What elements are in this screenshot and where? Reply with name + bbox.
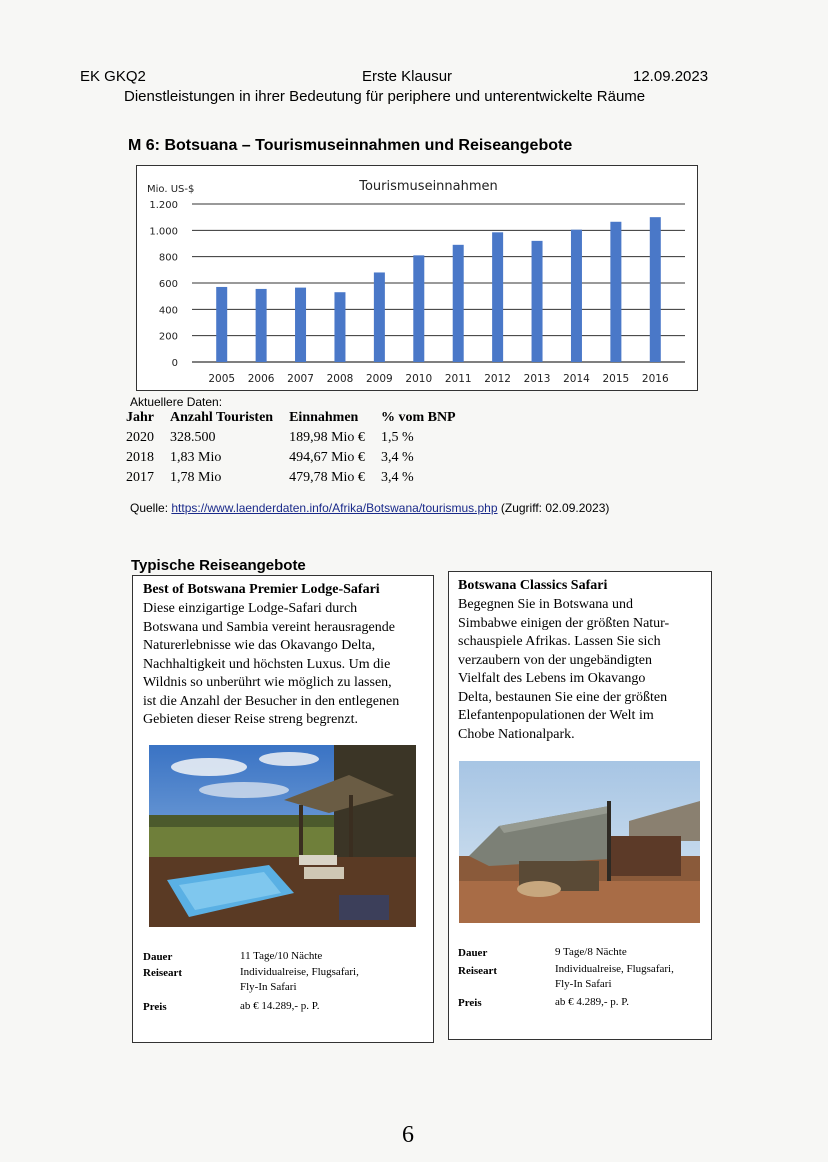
description-line: Diese einzigartige Lodge-Safari durch bbox=[143, 601, 358, 616]
x-tick-label: 2013 bbox=[523, 373, 551, 385]
x-tick-label: 2008 bbox=[326, 373, 354, 385]
duration-label: Dauer bbox=[458, 947, 488, 959]
travel-type-line: Fly-In Safari bbox=[555, 978, 612, 990]
x-tick-label: 2016 bbox=[641, 373, 669, 385]
cell-tourists: 328.500 bbox=[170, 430, 216, 445]
exam-topic: Dienstleistungen in ihrer Bedeutung für periphere und unterentwickelte Räume bbox=[124, 88, 646, 105]
price-label: Preis bbox=[143, 1001, 167, 1013]
cell-gdp-share: 1,5 % bbox=[380, 430, 414, 445]
page-number: 6 bbox=[402, 1122, 414, 1148]
material-title: M 6: Botsuana – Tourismuseinnahmen und Reiseangebote bbox=[128, 137, 573, 154]
tourism-data-table bbox=[118, 408, 464, 488]
x-tick-label: 2009 bbox=[366, 373, 393, 385]
bar bbox=[571, 230, 582, 362]
description-line: ist die Anzahl der Besucher in den entlegenen bbox=[143, 693, 400, 709]
y-axis-unit-label: Mio. US-$ bbox=[147, 184, 195, 195]
header-touristen: Anzahl Touristen bbox=[170, 410, 274, 425]
tourism-revenue-chart bbox=[136, 165, 698, 391]
description-line: verzaubern von der ungebändigten bbox=[458, 652, 652, 668]
cell-revenue: 494,67 Mio € bbox=[289, 450, 365, 465]
duration-value: 9 Tage/8 Nächte bbox=[555, 946, 627, 958]
y-tick-label: 600 bbox=[158, 279, 178, 290]
x-tick-label: 2006 bbox=[247, 373, 275, 385]
table-header-row bbox=[118, 408, 464, 428]
cell-year: 2018 bbox=[126, 450, 154, 465]
chart-title: Tourismuseinnahmen bbox=[359, 179, 498, 194]
travel-type-label: Reiseart bbox=[458, 965, 498, 977]
cell-tourists: 1,78 Mio bbox=[170, 470, 222, 485]
description-line: schauspiele Afrikas. Lassen Sie sich bbox=[458, 634, 661, 649]
bar bbox=[374, 272, 385, 362]
y-tick-label: 1.200 bbox=[149, 200, 178, 211]
price-value: ab € 4.289,- p. P. bbox=[555, 996, 629, 1008]
description-line: Simbabwe einigen der größten Natur- bbox=[458, 615, 670, 631]
y-tick-label: 200 bbox=[158, 331, 178, 343]
description-line: Chobe Nationalpark. bbox=[458, 726, 575, 742]
x-tick-label: 2010 bbox=[405, 373, 433, 385]
cell-revenue: 189,98 Mio € bbox=[289, 430, 365, 445]
description-line: Elefantenpopulationen der Welt im bbox=[458, 708, 654, 723]
travel-type-line: Fly-In Safari bbox=[240, 981, 297, 993]
header-einnahmen: Einnahmen bbox=[289, 410, 359, 425]
x-tick-label: 2012 bbox=[484, 373, 511, 385]
offer-title: Best of Botswana Premier Lodge-Safari bbox=[143, 582, 380, 597]
table-row bbox=[118, 448, 464, 468]
bar bbox=[295, 288, 306, 362]
offer-description bbox=[143, 600, 399, 730]
bar bbox=[492, 232, 503, 362]
description-line: Delta, bestaunen Sie eine der größten bbox=[458, 689, 668, 705]
offer-description bbox=[458, 596, 669, 744]
x-tick-label: 2015 bbox=[602, 373, 630, 385]
y-tick-label: 400 bbox=[158, 305, 178, 317]
description-line: Vielfalt des Lebens im Okavango bbox=[458, 671, 646, 686]
exam-date: 12.09.2023 bbox=[633, 68, 709, 85]
header-bnp: % vom BNP bbox=[380, 410, 456, 425]
exam-title: Erste Klausur bbox=[362, 68, 453, 85]
price-label: Preis bbox=[458, 997, 482, 1009]
description-line: Gebieten dieser Reise streng begrenzt. bbox=[143, 712, 358, 727]
safari-tent-photo bbox=[459, 761, 700, 923]
travel-type-label: Reiseart bbox=[143, 967, 183, 979]
cell-year: 2017 bbox=[126, 470, 154, 485]
source-suffix: (Zugriff: 02.09.2023) bbox=[497, 501, 610, 515]
travel-type-line: Individualreise, Flugsafari, bbox=[555, 963, 674, 975]
offer-card-premier-lodge bbox=[132, 575, 434, 1043]
cell-revenue: 479,78 Mio € bbox=[289, 470, 365, 485]
cell-gdp-share: 3,4 % bbox=[380, 450, 414, 465]
description-line: Nachhaltigkeit und höchsten Luxus. Um die bbox=[143, 656, 391, 672]
source-prefix: Quelle: bbox=[130, 501, 172, 515]
source-link[interactable]: https://www.laenderdaten.info/Afrika/Botswana/tourismus.php bbox=[171, 501, 498, 515]
source-citation bbox=[130, 501, 609, 515]
bar bbox=[413, 255, 424, 362]
cell-tourists: 1,83 Mio bbox=[170, 450, 222, 465]
lodge-pool-photo bbox=[149, 745, 416, 927]
table-row bbox=[118, 428, 464, 448]
table-row bbox=[118, 468, 464, 488]
travel-type-value bbox=[555, 962, 674, 992]
offers-heading: Typische Reiseangebote bbox=[131, 557, 306, 574]
bar bbox=[532, 241, 543, 362]
chart-canvas bbox=[137, 166, 697, 390]
price-value: ab € 14.289,- p. P. bbox=[240, 1000, 320, 1012]
x-tick-label: 2007 bbox=[287, 373, 314, 385]
description-line: Naturerlebnisse wie das Okavango Delta, bbox=[143, 638, 376, 653]
description-line: Begegnen Sie in Botswana und bbox=[458, 597, 633, 612]
course-code: EK GKQ2 bbox=[80, 68, 146, 85]
bar bbox=[610, 222, 621, 362]
duration-label: Dauer bbox=[143, 951, 173, 963]
bar bbox=[453, 245, 464, 362]
bar bbox=[256, 289, 267, 362]
x-tick-label: 2011 bbox=[444, 373, 472, 385]
cell-year: 2020 bbox=[126, 430, 154, 445]
description-line: Wildnis so unberührt wie möglich zu lassen, bbox=[143, 675, 392, 690]
y-tick-label: 0 bbox=[171, 358, 178, 369]
y-tick-label: 1.000 bbox=[149, 226, 178, 238]
bar bbox=[216, 287, 227, 362]
travel-type-value bbox=[240, 965, 359, 995]
description-line: Botswana und Sambia vereint herausragende bbox=[143, 619, 395, 635]
offer-card-classics-safari bbox=[448, 571, 712, 1040]
bar bbox=[334, 292, 345, 362]
cell-gdp-share: 3,4 % bbox=[380, 470, 414, 485]
x-tick-label: 2014 bbox=[563, 373, 590, 385]
y-tick-label: 800 bbox=[158, 252, 178, 264]
duration-value: 11 Tage/10 Nächte bbox=[240, 950, 323, 962]
travel-type-line: Individualreise, Flugsafari, bbox=[240, 966, 359, 978]
header-jahr: Jahr bbox=[126, 410, 154, 425]
bar bbox=[650, 217, 661, 362]
x-tick-label: 2005 bbox=[208, 373, 236, 385]
table-intro: Aktuellere Daten: bbox=[130, 395, 223, 409]
offer-title: Botswana Classics Safari bbox=[458, 578, 608, 593]
